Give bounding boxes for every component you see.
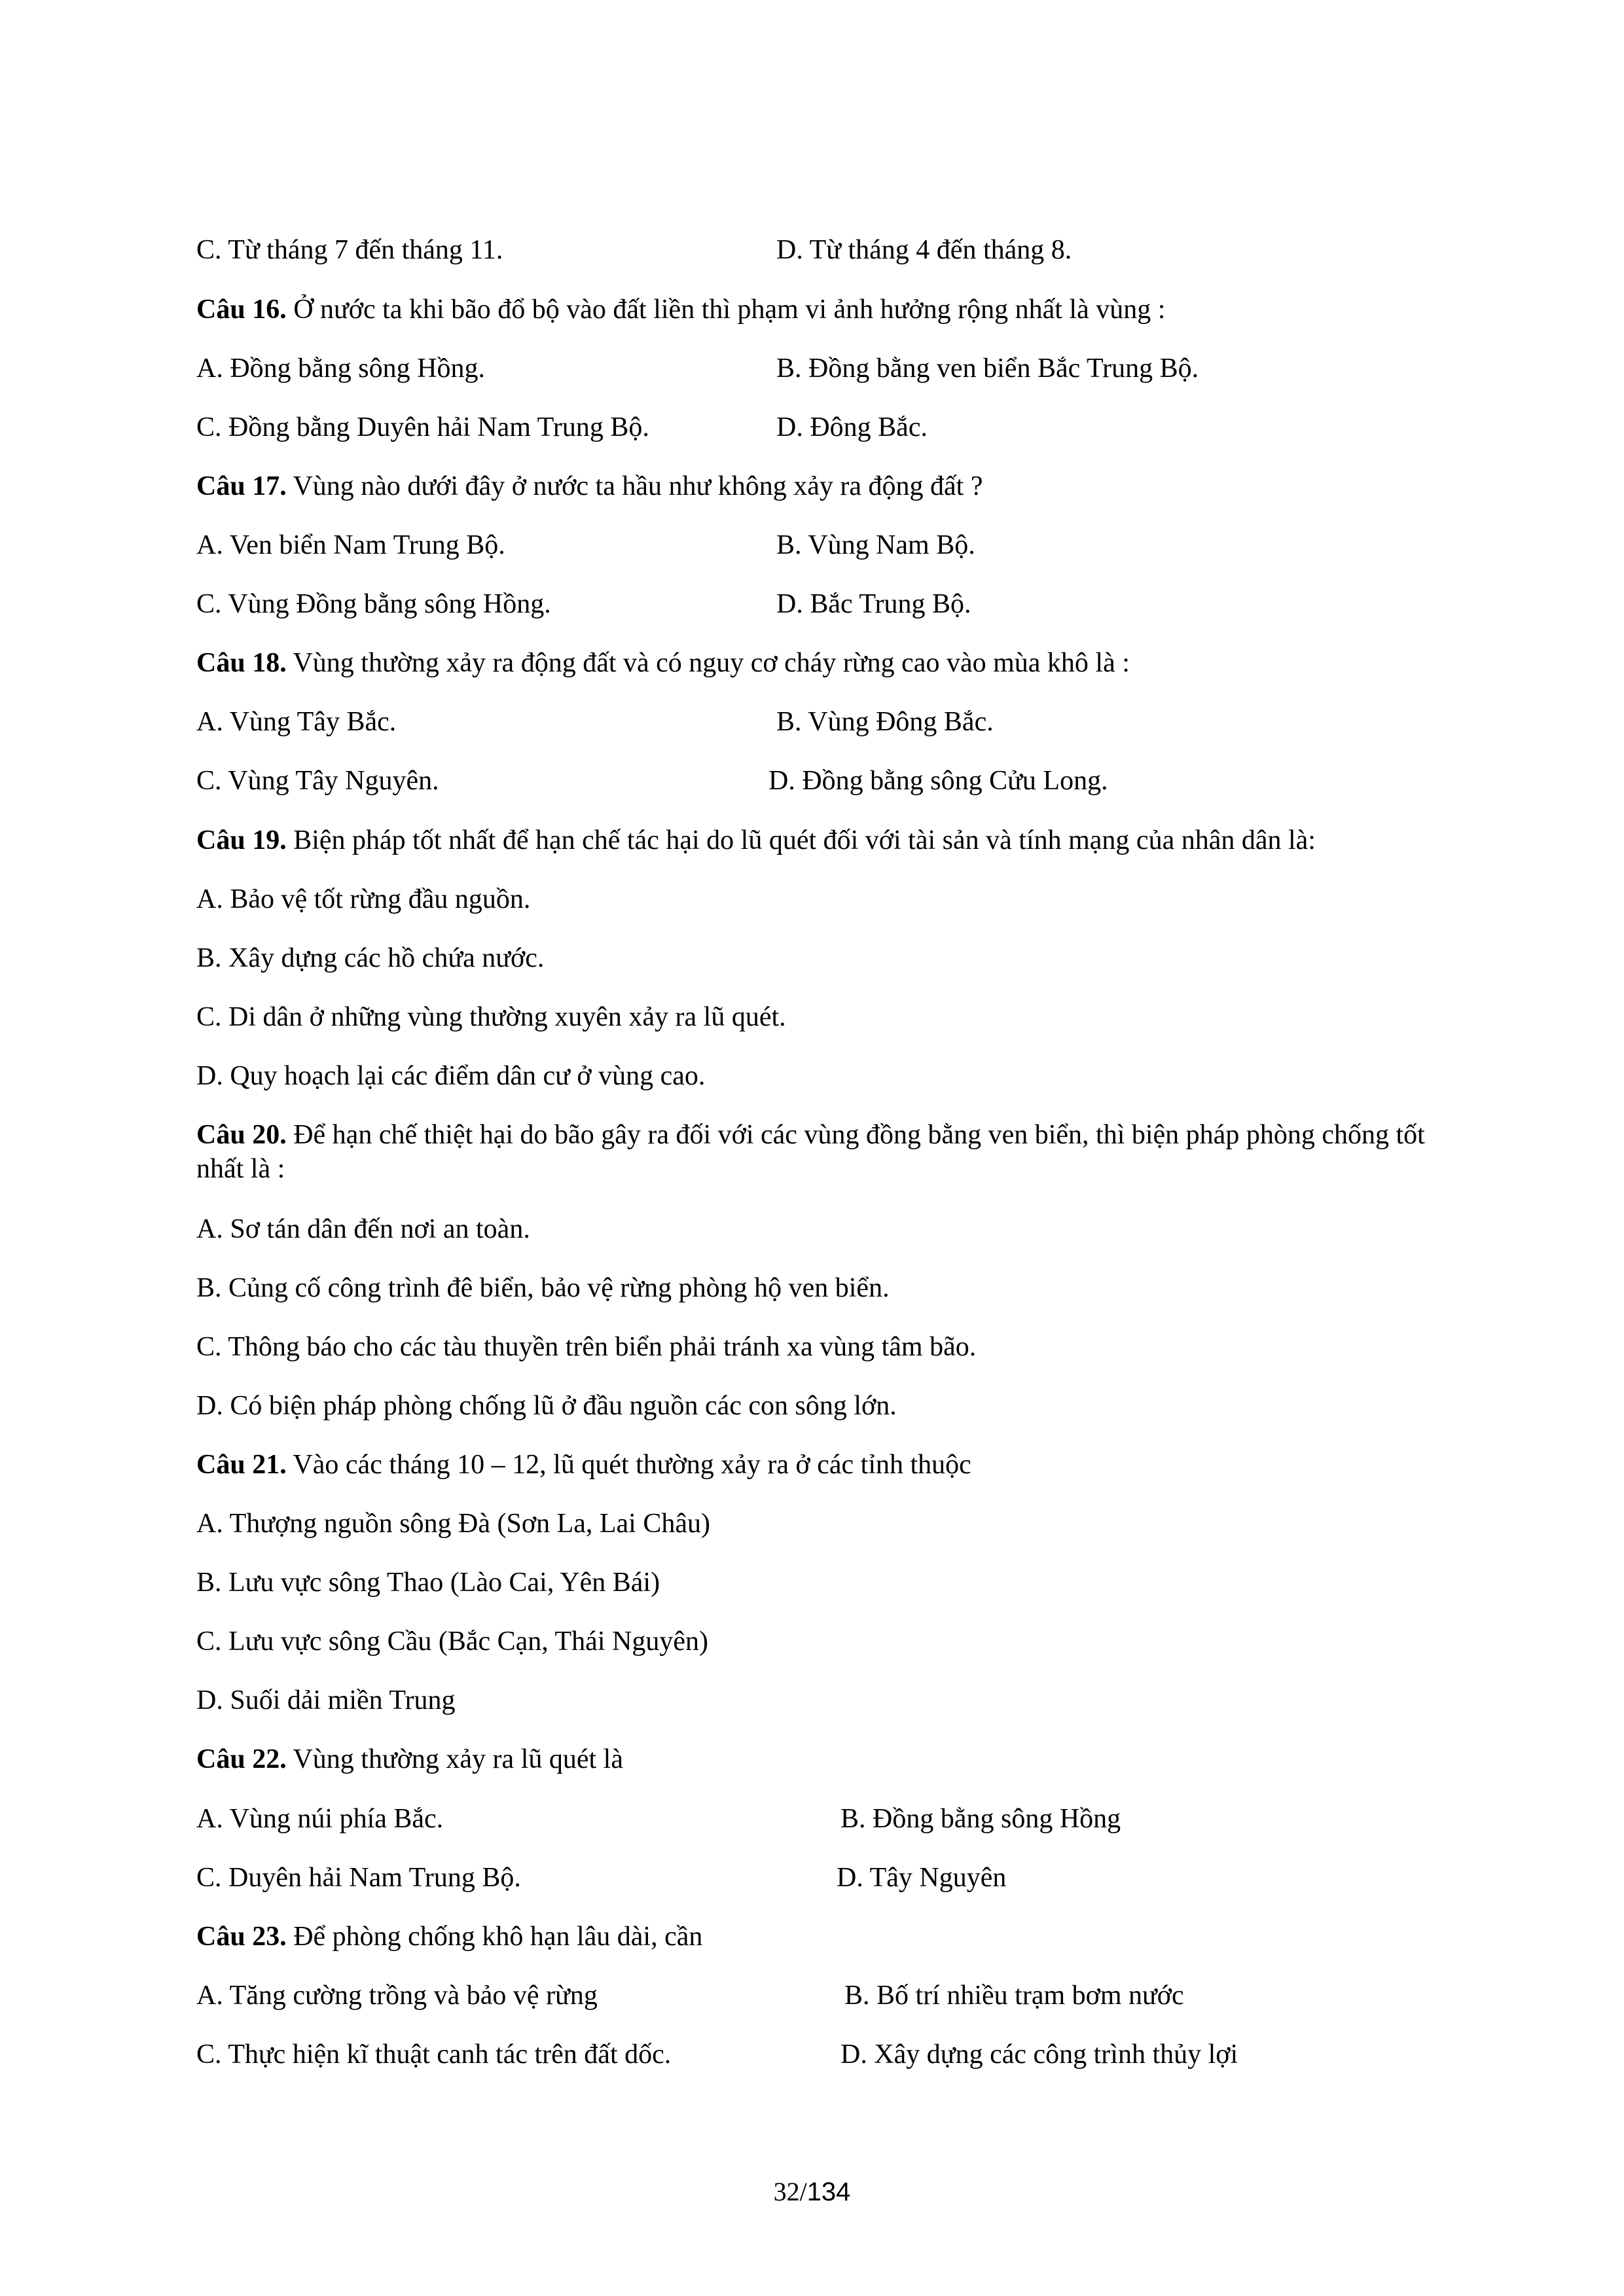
q18-options-row-1 <box>196 705 994 739</box>
q19-option-a: A. Bảo vệ tốt rừng đầu nguồn. <box>196 884 531 914</box>
q18-option-d: D. Đồng bằng sông Cửu Long. <box>768 766 1108 796</box>
page-number <box>0 2176 1624 2208</box>
q19-question <box>196 823 1316 857</box>
q22-text: Vùng thường xảy ra lũ quét là <box>286 1744 623 1774</box>
q16-option-d: D. Đông Bắc. <box>776 412 928 442</box>
q23-option-c: C. Thực hiện kĩ thuật canh tác trên đất dốc. <box>196 2039 672 2070</box>
q17-options-row-1 <box>196 528 975 562</box>
q23-question <box>196 1920 702 1954</box>
q18-options-row-2 <box>196 764 1108 798</box>
q15-option-c: C. Từ tháng 7 đến tháng 11. <box>196 235 503 265</box>
page-number-current: 32/ <box>773 2177 807 2206</box>
q20-option-c: C. Thông báo cho các tàu thuyền trên biển phải tránh xa vùng tâm bão. <box>196 1332 977 1362</box>
q20-question <box>196 1118 1440 1186</box>
q23-label: Câu 23. <box>196 1922 287 1952</box>
q18-option-b: B. Vùng Đông Bắc. <box>776 707 994 737</box>
q20-option-d: D. Có biện pháp phòng chống lũ ở đầu nguồn các con sông lớn. <box>196 1391 897 1421</box>
q17-question <box>196 469 983 503</box>
q17-options-row-2 <box>196 587 971 621</box>
q22-option-b: B. Đồng bằng sông Hồng <box>840 1804 1121 1834</box>
q16-option-b: B. Đồng bằng ven biển Bắc Trung Bộ. <box>776 353 1199 384</box>
q23-text: Để phòng chống khô hạn lâu dài, cần <box>286 1922 703 1952</box>
q19-option-d: D. Quy hoạch lại các điểm dân cư ở vùng cao. <box>196 1061 706 1091</box>
q17-option-a: A. Ven biển Nam Trung Bộ. <box>196 530 505 560</box>
q16-options-row-1 <box>196 351 1199 386</box>
q21-option-c: C. Lưu vực sông Cầu (Bắc Cạn, Thái Nguyên) <box>196 1626 708 1657</box>
q16-text: Ở nước ta khi bão đổ bộ vào đất liền thì phạm vi ảnh hưởng rộng nhất là vùng : <box>286 295 1166 325</box>
q17-option-d: D. Bắc Trung Bộ. <box>776 589 971 619</box>
q22-label: Câu 22. <box>196 1744 287 1774</box>
q17-label: Câu 17. <box>196 471 287 501</box>
q23-option-a: A. Tăng cường trồng và bảo vệ rừng <box>196 1981 598 2011</box>
q18-option-c: C. Vùng Tây Nguyên. <box>196 766 439 796</box>
q21-option-a: A. Thượng nguồn sông Đà (Sơn La, Lai Châu) <box>196 1509 710 1539</box>
q16-options-row-2 <box>196 410 928 444</box>
q22-options-row-2 <box>196 1861 1007 1895</box>
q20-label: Câu 20. <box>196 1120 287 1150</box>
q20-text: Để hạn chế thiệt hại do bão gây ra đối với các vùng đồng bằng ven biển, thì biện pháp phòng chống tốt nhất là : <box>196 1120 1425 1184</box>
q23-options-row-2 <box>196 2037 1238 2072</box>
q16-option-a: A. Đồng bằng sông Hồng. <box>196 353 485 384</box>
q18-label: Câu 18. <box>196 648 287 678</box>
q22-question <box>196 1742 623 1776</box>
q21-text: Vào các tháng 10 – 12, lũ quét thường xảy ra ở các tỉnh thuộc <box>286 1450 971 1480</box>
q16-question <box>196 293 1165 327</box>
q21-question <box>196 1448 971 1482</box>
q18-question <box>196 646 1130 680</box>
q17-option-c: C. Vùng Đồng bằng sông Hồng. <box>196 589 551 619</box>
q16-label: Câu 16. <box>196 295 287 325</box>
q22-option-a: A. Vùng núi phía Bắc. <box>196 1804 444 1834</box>
q22-option-c: C. Duyên hải Nam Trung Bộ. <box>196 1863 521 1893</box>
q21-option-d: D. Suối dải miền Trung <box>196 1685 456 1715</box>
q19-label: Câu 19. <box>196 825 287 855</box>
q22-options-row-1 <box>196 1802 1121 1836</box>
q22-option-d: D. Tây Nguyên <box>837 1863 1007 1893</box>
q19-text: Biện pháp tốt nhất để hạn chế tác hại do lũ quét đối với tài sản và tính mạng của nhân dân là: <box>286 825 1316 855</box>
q21-label: Câu 21. <box>196 1450 287 1480</box>
q15-option-d: D. Từ tháng 4 đến tháng 8. <box>776 235 1072 265</box>
q23-option-d: D. Xây dựng các công trình thủy lợi <box>840 2039 1238 2070</box>
q19-option-b: B. Xây dựng các hồ chứa nước. <box>196 943 545 973</box>
q16-option-c: C. Đồng bằng Duyên hải Nam Trung Bộ. <box>196 412 649 442</box>
q23-options-row-1 <box>196 1979 1184 2013</box>
q20-option-a: A. Sơ tán dân đến nơi an toàn. <box>196 1214 530 1244</box>
q15-options-row-2 <box>196 233 1072 267</box>
q20-option-b: B. Củng cố công trình đê biển, bảo vệ rừng phòng hộ ven biển. <box>196 1273 890 1303</box>
q19-option-c: C. Di dân ở những vùng thường xuyên xảy ra lũ quét. <box>196 1002 786 1032</box>
q18-text: Vùng thường xảy ra động đất và có nguy cơ cháy rừng cao vào mùa khô là : <box>286 648 1130 678</box>
q17-text: Vùng nào dưới đây ở nước ta hầu như không xảy ra động đất ? <box>286 471 983 501</box>
q23-option-b: B. Bố trí nhiều trạm bơm nước <box>844 1981 1184 2011</box>
q18-option-a: A. Vùng Tây Bắc. <box>196 707 397 737</box>
page-number-total: 134 <box>806 2178 851 2206</box>
q21-option-b: B. Lưu vực sông Thao (Lào Cai, Yên Bái) <box>196 1568 660 1598</box>
q17-option-b: B. Vùng Nam Bộ. <box>776 530 975 560</box>
